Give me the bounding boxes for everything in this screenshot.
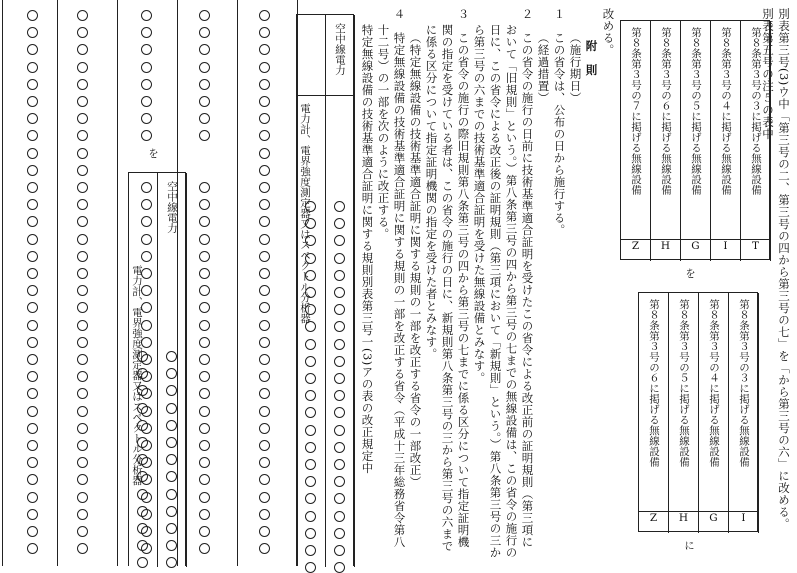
circle-mark: [259, 251, 270, 262]
circle-mark: [199, 492, 210, 503]
circle-mark: [199, 543, 210, 554]
table-new-row: [669, 293, 699, 533]
row-code: I: [723, 240, 728, 252]
circle-mark: [77, 406, 88, 417]
circle-mark: [199, 440, 210, 451]
circle-mark: [259, 302, 270, 313]
circle-mark: [77, 354, 88, 365]
circle-mark: [77, 130, 88, 141]
circle-mark: [141, 216, 152, 227]
circle-mark: [77, 423, 88, 434]
connector-wo: を: [684, 268, 696, 279]
circle-mark: [259, 526, 270, 537]
row-code: T: [751, 240, 759, 252]
circle-mark: [27, 474, 38, 485]
circle-mark: [199, 474, 210, 485]
circle-mark: [259, 371, 270, 382]
circle-mark: [77, 96, 88, 107]
circle-mark: [27, 62, 38, 73]
circle-mark: [259, 79, 270, 90]
circle-mark: [259, 320, 270, 331]
circle-mark: [27, 130, 38, 141]
circle-mark: [27, 423, 38, 434]
row-label: 第８条第３号の５に掲げる無線設備: [678, 299, 690, 467]
circle-mark: [27, 234, 38, 245]
circle-mark: [334, 545, 345, 556]
table-new-row: [729, 293, 759, 533]
item3-line: 関の指定を受けている者は、この省令の施行の日に、新規則第八条第三号の三から第三号の六まで: [440, 24, 455, 552]
circle-mark: [334, 511, 345, 522]
circle-mark: [305, 562, 316, 573]
circle-mark: [305, 201, 316, 212]
circle-mark: [141, 182, 152, 193]
circle-mark: [305, 287, 316, 298]
circle-mark: [27, 457, 38, 468]
circle-mark: [77, 148, 88, 159]
grid-column-line: [2, 0, 3, 566]
circle-mark: [141, 268, 152, 279]
circle-mark: [27, 320, 38, 331]
circle-mark: [199, 251, 210, 262]
circle-mark: [334, 425, 345, 436]
circle-mark: [77, 44, 88, 55]
row-code: G: [709, 512, 718, 524]
circle-mark: [141, 543, 152, 554]
circle-mark: [259, 96, 270, 107]
circle-mark: [199, 44, 210, 55]
item4-num: ４: [392, 8, 407, 20]
table-new-row: [699, 293, 729, 533]
circle-mark: [259, 457, 270, 468]
circle-mark: [77, 199, 88, 210]
circle-mark: [199, 526, 210, 537]
circle-mark: [334, 339, 345, 350]
circle-mark: [77, 302, 88, 313]
grid-column-line: [57, 0, 58, 566]
table-new-row: [639, 293, 669, 533]
circle-mark: [305, 545, 316, 556]
circle-mark: [77, 216, 88, 227]
item1-num: １: [552, 8, 567, 20]
circle-mark: [141, 96, 152, 107]
circle-mark: [334, 356, 345, 367]
circle-mark: [27, 371, 38, 382]
circle-mark: [141, 371, 152, 382]
circle-mark: [141, 199, 152, 210]
item3-line: この省令の施行の際旧規則第八条第三号の四から第三号の七までに係る区分について指定証明機: [456, 32, 471, 548]
circle-mark: [199, 234, 210, 245]
table-old-row: [711, 21, 741, 261]
circle-mark: [334, 459, 345, 470]
circle-mark: [141, 27, 152, 38]
row-code: G: [691, 240, 700, 252]
circle-mark: [27, 148, 38, 159]
circle-mark: [27, 44, 38, 55]
circle-mark: [141, 354, 152, 365]
circle-mark: [27, 182, 38, 193]
row-label: 第８条第３号の４に掲げる無線設備: [720, 27, 732, 195]
circle-mark: [334, 270, 345, 281]
circle-mark: [141, 492, 152, 503]
circle-mark: [77, 320, 88, 331]
circle-mark: [305, 356, 316, 367]
item4-line: 特定無線設備の技術基準適合証明に関する規則別表第三号一(3)アの表の改正規定中: [360, 24, 375, 474]
circle-mark: [141, 234, 152, 245]
circle-mark: [77, 10, 88, 21]
amend-table-old: [296, 14, 354, 566]
circle-mark: [199, 268, 210, 279]
grid-column-line: [297, 0, 298, 566]
circle-mark: [305, 339, 316, 350]
circle-mark: [27, 251, 38, 262]
circle-mark: [199, 216, 210, 227]
circle-mark: [199, 10, 210, 21]
circle-mark: [199, 423, 210, 434]
circle-mark: [27, 165, 38, 176]
circle-mark: [259, 62, 270, 73]
item4-line: 十二号）の一部を次のように改正する。: [376, 24, 391, 240]
row-code: Z: [631, 240, 640, 252]
top-line-1: 別表第三号(3)ウ中「第三号の二、第三号の四から第三号の七」を「から第三号の六」に改める。: [777, 8, 791, 530]
circle-grid: [0, 0, 300, 566]
circle-mark: [27, 10, 38, 21]
circle-mark: [77, 182, 88, 193]
circle-mark: [141, 457, 152, 468]
circle-mark: [199, 457, 210, 468]
circle-mark: [77, 79, 88, 90]
circle-mark: [259, 543, 270, 554]
circle-mark: [77, 371, 88, 382]
circle-mark: [199, 182, 210, 193]
circle-mark: [259, 268, 270, 279]
item3-line: に係る区分について指定証明機関の指定を受けた者とみなす。: [424, 24, 439, 360]
circle-mark: [77, 337, 88, 348]
circle-mark: [141, 44, 152, 55]
circle-mark: [77, 474, 88, 485]
circle-mark: [77, 388, 88, 399]
circle-mark: [259, 285, 270, 296]
circle-mark: [259, 182, 270, 193]
circle-mark: [199, 371, 210, 382]
circle-mark: [305, 528, 316, 539]
circle-mark: [334, 442, 345, 453]
col-label: 電力計、電界強度測定器又はスペクトル分析器: [299, 103, 311, 324]
circle-mark: [77, 285, 88, 296]
circle-mark: [77, 62, 88, 73]
circle-mark: [259, 10, 270, 21]
circle-mark: [259, 406, 270, 417]
circle-mark: [199, 199, 210, 210]
circle-mark: [27, 440, 38, 451]
circle-mark: [27, 113, 38, 124]
circle-mark: [305, 270, 316, 281]
circle-mark: [259, 216, 270, 227]
circle-mark: [199, 406, 210, 417]
circle-mark: [305, 442, 316, 453]
row-label: 第８条第３号の３に掲げる無線設備: [738, 299, 750, 467]
circle-mark: [141, 423, 152, 434]
circle-mark: [77, 165, 88, 176]
circle-mark: [334, 201, 345, 212]
circle-mark: [141, 62, 152, 73]
row-label: 第８条第３号の４に掲げる無線設備: [708, 299, 720, 467]
row-label: 第８条第３号の５に掲げる無線設備: [690, 27, 702, 195]
item1-title: （施行期日）: [568, 32, 583, 104]
item1-text: この省令は、公布の日から施行する。: [552, 32, 567, 236]
circle-mark: [27, 96, 38, 107]
item2-line: おいて「旧規則」という。）第八条第三号の四から第三号の七までの無線設備は、この省令の施行の: [504, 24, 519, 559]
circle-mark: [141, 474, 152, 485]
table-old: [620, 20, 770, 260]
item2-line: ら第三号の六までの技術基準適合証明を受けた無線設備とみなす。: [472, 24, 487, 384]
circle-mark: [259, 354, 270, 365]
circle-mark: [199, 130, 210, 141]
row-label: 第８条第３号の６に掲げる無線設備: [660, 27, 672, 195]
circle-mark: [199, 27, 210, 38]
top-line-2: 別表第五号の注５の表中: [761, 8, 775, 140]
circle-mark: [259, 337, 270, 348]
circle-mark: [77, 457, 88, 468]
table-old-row: [681, 21, 711, 261]
circle-mark: [305, 459, 316, 470]
circle-mark: [141, 130, 152, 141]
row-code: I: [741, 512, 746, 524]
circle-mark: [141, 440, 152, 451]
item3-num: ３: [456, 8, 471, 20]
circle-mark: [259, 165, 270, 176]
circle-mark: [27, 79, 38, 90]
circle-mark: [334, 253, 345, 264]
circle-mark: [199, 337, 210, 348]
circle-mark: [27, 388, 38, 399]
circle-mark: [27, 285, 38, 296]
circle-mark: [199, 509, 210, 520]
circle-mark: [141, 509, 152, 520]
col-label: 空中線電力: [334, 23, 346, 76]
circle-mark: [141, 285, 152, 296]
item2-num: ２: [520, 8, 535, 20]
circle-mark: [141, 79, 152, 90]
circle-mark: [199, 388, 210, 399]
table-old-row: [621, 21, 651, 261]
grid-column-line: [177, 0, 178, 566]
circle-mark: [259, 474, 270, 485]
circle-mark: [141, 10, 152, 21]
row-label: 第８条第３号の６に掲げる無線設備: [648, 299, 660, 467]
circle-mark: [27, 492, 38, 503]
circle-mark: [199, 285, 210, 296]
circle-mark: [77, 509, 88, 520]
circle-mark: [27, 406, 38, 417]
row-label: 第８条第３号の３に掲げる無線設備: [750, 27, 762, 195]
table-old-row: [741, 21, 771, 261]
item4-line: 特定無線設備の技術基準適合証明に関する規則の一部を改正する省令（平成十三年総務省令第八: [392, 32, 407, 548]
circle-mark: [77, 268, 88, 279]
item4-title: （特定無線設備の技術基準適合証明に関する規則の一部を改正する省令の一部改正）: [408, 32, 423, 488]
grid-column-line: [237, 0, 238, 566]
circle-mark: [27, 216, 38, 227]
circle-mark: [77, 492, 88, 503]
circle-mark: [259, 130, 270, 141]
circle-mark: [141, 388, 152, 399]
row-code: H: [660, 240, 671, 252]
connector-ni: に: [683, 540, 695, 551]
col-label: 電力計、電界強度測定器又はスペクトル分析器: [131, 265, 143, 486]
item2-title: （経過措置）: [536, 32, 551, 104]
circle-mark: [27, 199, 38, 210]
circle-mark: [259, 148, 270, 159]
circle-mark: [77, 543, 88, 554]
circle-mark: [259, 113, 270, 124]
circle-mark: [77, 113, 88, 124]
circle-mark: [141, 337, 152, 348]
circle-mark: [259, 509, 270, 520]
circle-mark: [199, 354, 210, 365]
circle-mark: [77, 440, 88, 451]
circle-mark: [259, 199, 270, 210]
item2-line: この省令の施行の日前に技術基準適合証明を受けたこの省令による改正前の証明規則（第三項に: [520, 32, 535, 548]
col-label: 空中線電力: [166, 181, 178, 234]
table-old-row: [651, 21, 681, 261]
item2-line: 日に、この省令による改正後の証明規則（第三項において「新規則」という。）第八条第三号の三か: [488, 24, 503, 559]
circle-mark: [199, 62, 210, 73]
grid-column-line: [117, 0, 118, 566]
circle-mark: [259, 44, 270, 55]
circle-mark: [27, 337, 38, 348]
circle-mark: [199, 320, 210, 331]
circle-mark: [259, 423, 270, 434]
circle-mark: [141, 113, 152, 124]
circle-mark: [141, 251, 152, 262]
circle-mark: [334, 562, 345, 573]
circle-mark: [141, 526, 152, 537]
circle-mark: [199, 96, 210, 107]
row-code: H: [678, 512, 689, 524]
circle-mark: [259, 388, 270, 399]
table-new: [638, 292, 758, 532]
circle-mark: [141, 406, 152, 417]
circle-mark: [27, 509, 38, 520]
circle-mark: [334, 373, 345, 384]
circle-mark: [259, 440, 270, 451]
circle-mark: [77, 27, 88, 38]
circle-mark: [334, 287, 345, 298]
circle-mark: [305, 373, 316, 384]
circle-mark: [305, 511, 316, 522]
circle-mark: [259, 234, 270, 245]
circle-mark: [27, 268, 38, 279]
circle-mark: [27, 27, 38, 38]
circle-mark: [259, 492, 270, 503]
circle-mark: [305, 253, 316, 264]
circle-mark: [305, 425, 316, 436]
circle-mark: [77, 251, 88, 262]
circle-mark: [199, 79, 210, 90]
circle-mark: [334, 528, 345, 539]
circle-mark: [259, 27, 270, 38]
circle-mark: [27, 302, 38, 313]
circle-mark: [141, 320, 152, 331]
circle-mark: [77, 234, 88, 245]
circle-mark: [27, 543, 38, 554]
circle-mark: [199, 302, 210, 313]
top-line-3: 改める。: [601, 8, 616, 56]
row-label: 第８条第３号の７に掲げる無線設備: [630, 27, 642, 195]
circle-mark: [199, 113, 210, 124]
amend-wo: を: [147, 148, 159, 159]
circle-mark: [27, 526, 38, 537]
circle-mark: [27, 354, 38, 365]
circle-mark: [141, 302, 152, 313]
supp-heading: 附 則: [584, 40, 599, 76]
row-code: Z: [649, 512, 658, 524]
circle-mark: [77, 526, 88, 537]
